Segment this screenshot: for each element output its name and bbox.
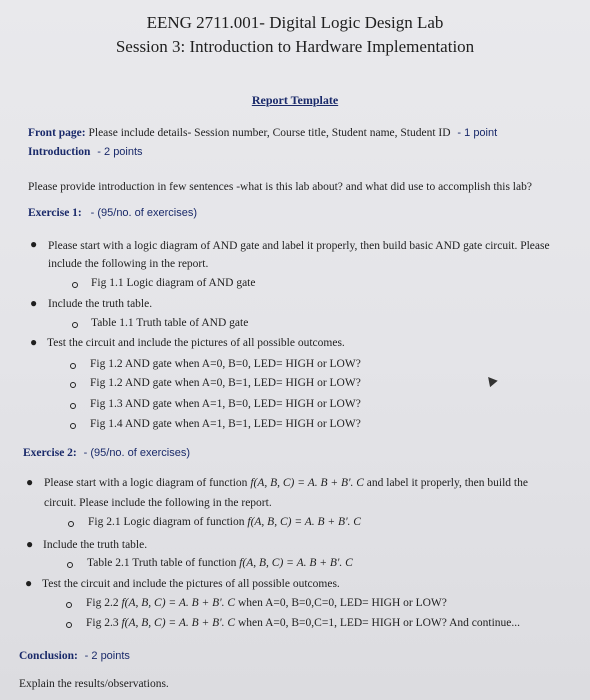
ex2-bullet3-sub1 [86,597,447,609]
exercise2-heading [23,447,190,459]
sub-bullet-circle [67,562,73,568]
ex2-bullet1-line2: circuit. Please include the following in the report. [44,497,272,509]
ex2-sub1-pre: Fig 2.1 Logic diagram of function [88,516,248,528]
sub-bullet-circle [66,602,72,608]
mouse-pointer-icon [484,374,497,387]
function-expression: f(A, B, C) = A. B + B'. C [239,557,353,569]
ex1-bullet3-sub1: Fig 1.2 AND gate when A=0, B=0, LED= HIGH or LOW? [90,358,361,370]
exercise1-label: Exercise 1: [28,207,82,219]
conclusion-heading [19,650,130,662]
sub-bullet-circle [70,403,76,409]
function-expression: f(A, B, C) = A. B + B'. C [250,477,364,489]
sub-bullet-circle [70,363,76,369]
ex2-bullet1-pre: Please start with a logic diagram of function [44,477,251,489]
introduction-text: Please provide introduction in few sentences -what is this lab about? and what did use to accomplish this lab? [28,181,532,193]
bullet-dot: ● [30,335,38,349]
exercise1-heading [28,207,197,219]
ex2-bullet1-line1 [44,477,528,489]
conclusion-label: Conclusion: [19,650,78,662]
function-expression: f(A, B, C) = A. B + B'. C [121,617,236,629]
introduction-heading [28,146,143,158]
bullet-dot: ● [30,237,38,251]
ex2-bullet3: Test the circuit and include the pictures of all possible outcomes. [42,578,340,590]
introduction-points: - 2 points [97,146,143,158]
exercise1-points: - (95/no. of exercises) [90,207,198,219]
sub-bullet-circle [72,322,78,328]
front-page-text: Please include details- Session number, Course title, Student name, Student ID [88,127,451,139]
ex2-sub3-pre: Fig 2.2 [86,597,122,609]
ex2-sub4-post: when A=0, B=0,C=1, LED= HIGH or LOW? And continue... [235,617,521,629]
sub-bullet-circle [66,622,72,628]
ex2-bullet1-sub1 [88,516,361,528]
front-page-label: Front page: [28,127,86,139]
ex1-bullet3: Test the circuit and include the pictures of all possible outcomes. [47,337,345,349]
ex1-bullet2: Include the truth table. [48,298,153,310]
ex2-bullet3-sub2 [86,617,520,629]
bullet-dot: ● [26,537,34,551]
bullet-dot: ● [26,475,34,489]
introduction-label: Introduction [28,146,91,158]
ex1-bullet3-sub3: Fig 1.3 AND gate when A=1, B=0, LED= HIGH or LOW? [90,398,361,410]
title-line-1: EENG 2711.001- Digital Logic Design Lab [146,13,444,32]
sub-bullet-circle [68,521,74,527]
sub-bullet-circle [70,423,76,429]
ex1-bullet1-line1: Please start with a logic diagram of AND gate and label it properly, then build basic AND gate circuit. Please [48,240,550,252]
function-expression: f(A, B, C) = A. B + B'. C [121,597,236,609]
title-line-2: Session 3: Introduction to Hardware Implementation [115,37,475,56]
front-page-line [28,127,497,139]
ex2-bullet2: Include the truth table. [43,539,148,551]
ex2-bullet1-post: and label it properly, then build the [363,477,528,489]
ex2-sub3-post: when A=0, B=0,C=0, LED= HIGH or LOW? [235,597,447,609]
function-expression: f(A, B, C) = A. B + B'. C [247,516,361,528]
ex1-bullet1-line2: include the following in the report. [48,258,209,270]
sub-bullet-circle [72,282,78,288]
ex1-bullet1-sub1: Fig 1.1 Logic diagram of AND gate [91,277,256,289]
bullet-dot: ● [30,296,38,310]
conclusion-text: Explain the results/observations. [19,678,169,690]
report-template-heading: Report Template [251,93,339,107]
ex2-sub2-pre: Table 2.1 Truth table of function [87,557,240,569]
ex1-bullet2-sub1: Table 1.1 Truth table of AND gate [91,317,249,329]
front-page-points: - 1 point [457,127,498,139]
exercise2-points: - (95/no. of exercises) [83,447,191,459]
ex2-sub4-pre: Fig 2.3 [86,617,122,629]
bullet-dot: ● [25,576,33,590]
exercise2-label: Exercise 2: [23,447,77,459]
conclusion-points: - 2 points [84,650,130,662]
ex1-bullet3-sub2: Fig 1.2 AND gate when A=0, B=1, LED= HIGH or LOW? [90,377,361,389]
sub-bullet-circle [70,382,76,388]
ex1-bullet3-sub4: Fig 1.4 AND gate when A=1, B=1, LED= HIGH or LOW? [90,418,361,430]
ex2-bullet2-sub1 [87,557,353,569]
